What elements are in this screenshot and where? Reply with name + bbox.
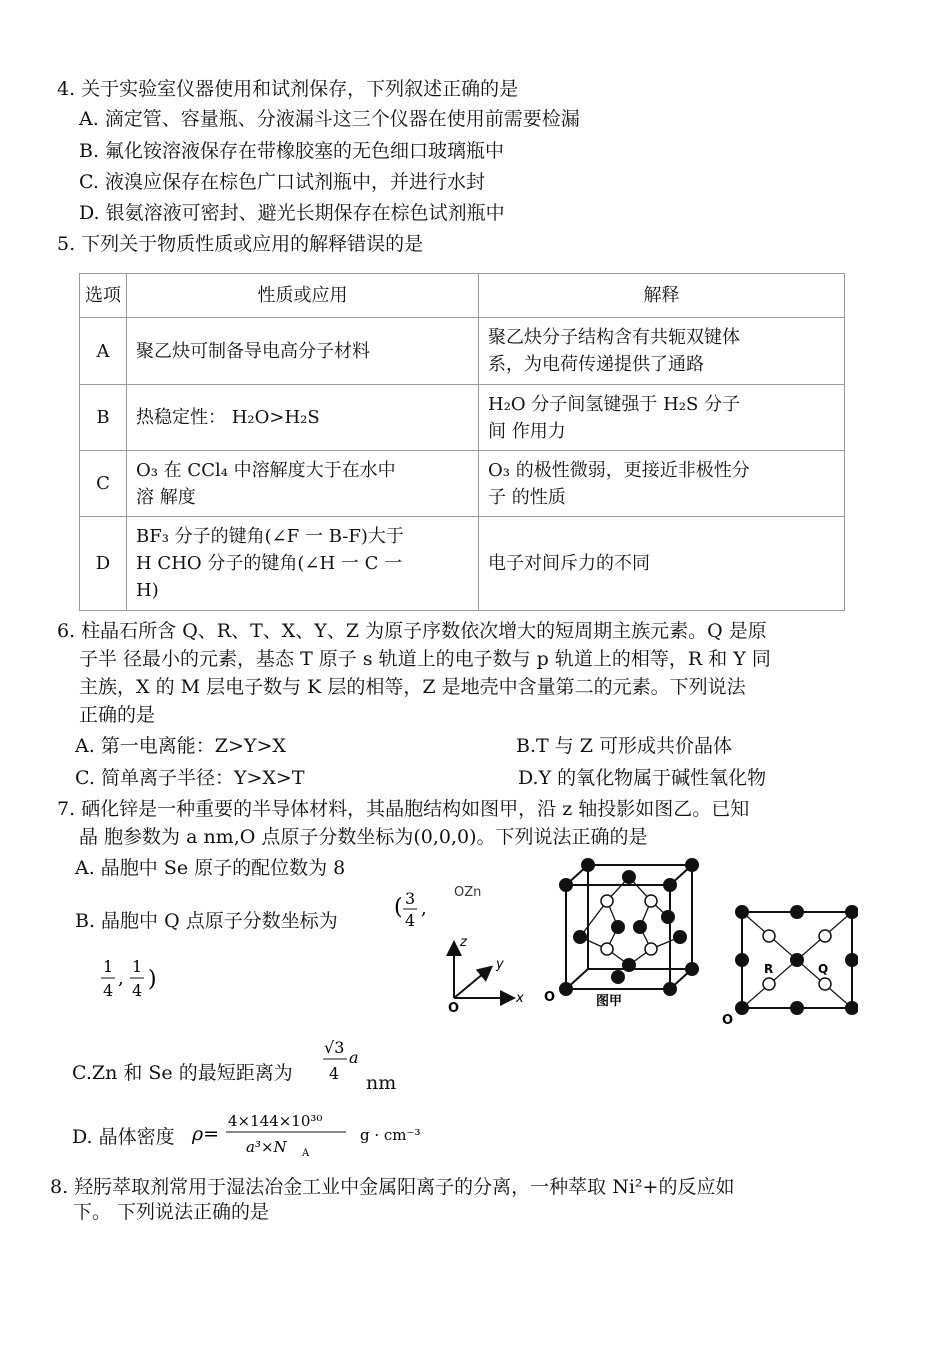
q6-stem-line: 子半 径最小的元素，基态 T 原子 s 轨道上的电子数与 p 轨道上的相等，R 和 Y 同 [79,648,771,670]
q7-option-b: B. 晶胞中 Q 点原子分数坐标为 [75,910,338,932]
row-property: 热稳定性： H₂O>H₂S [127,385,479,451]
row-property: BF₃ 分子的键角(∠F 一 B-F)大于 H CHO 分子的键角(∠H 一 C 一 H) [127,517,479,611]
projection-origin-label: O [722,1013,734,1028]
q8-stem-line: 下。 下列说法正确的是 [73,1201,270,1223]
fraction-denominator: 4 [103,981,114,1000]
fraction-denominator: 4 [132,981,143,1000]
row-option: D [80,517,127,611]
table-row [80,517,845,611]
q6-stem-line: 主族，X 的 M 层电子数与 K 层的相等，Z 是地壳中含量第二的元素。下列说法 [79,676,746,698]
q7-option-d-formula [190,1106,450,1163]
q4-option-b: B. 氟化铵溶液保存在带橡胶塞的无色细口玻璃瓶中 [79,140,505,162]
row-option: C [80,451,127,517]
density-denominator: a³×N [246,1138,287,1156]
row-explanation: O₃ 的极性微弱，更接近非极性分 子 的性质 [479,451,845,517]
row-option: B [80,385,127,451]
q7-option-d: D. 晶体密度 [72,1126,175,1148]
point-q-label: Q [818,962,829,976]
origin-label: O [448,1001,460,1013]
y-axis-label: y [496,957,504,972]
fraction-numerator: 1 [103,957,114,976]
axes-diagram [440,928,530,1018]
point-r-label: R [764,962,774,976]
header-explanation: 解释 [479,274,845,318]
table-row [80,385,845,451]
q4-option-d: D. 银氨溶液可密封、避光长期保存在棕色试剂瓶中 [79,202,505,224]
density-unit: g · cm⁻³ [360,1126,421,1144]
q7-option-a: A. 晶胞中 Se 原子的配位数为 8 [75,857,346,879]
density-symbol: ρ= [192,1123,220,1145]
cell-origin-label: O [544,990,556,1005]
q6-stem-line: 正确的是 [79,704,156,726]
avogadro-subscript: A [302,1148,310,1158]
q7-option-b-coords-cont [98,952,168,1013]
row-explanation: H₂O 分子间氢键强于 H₂S 分子 间 作用力 [479,385,845,451]
row-property: 聚乙炔可制备导电高分子材料 [127,318,479,385]
table-row [80,318,845,385]
header-option: 选项 [80,274,127,318]
q7-option-c-unit: nm [366,1072,397,1094]
q6-option-c: C. 简单离子半径：Y>X>T [75,767,305,789]
svg-text:): ) [148,967,157,992]
q4-stem: 4. 关于实验室仪器使用和试剂保存，下列叙述正确的是 [57,78,519,100]
row-property: O₃ 在 CCl₄ 中溶解度大于在水中 溶 解度 [127,451,479,517]
q5-table [79,273,845,611]
row-explanation: 电子对间斥力的不同 [479,517,845,611]
fraction-numerator: 1 [132,957,143,976]
table-header-row [80,274,845,318]
svg-text:,: , [118,968,124,989]
row-explanation: 聚乙炔分子结构含有共轭双键体 系，为电荷传递提供了通路 [479,318,845,385]
q6-stem-line: 6. 柱晶石所含 Q、R、T、X、Y、Z 为原子序数依次增大的短周期主族元素。Q 是原 [57,620,767,642]
cut-off-label: OZn [454,885,482,900]
fraction-numerator: 3 [405,889,416,908]
q7-stem-line: 晶 胞参数为 a nm,O 点原子分数坐标为(0,0,0)。下列说法正确的是 [79,826,648,848]
q7-option-c: C.Zn 和 Se 的最短距离为 [72,1062,293,1084]
q6-option-b: B.T 与 Z 可形成共价晶体 [516,735,732,757]
q4-option-c: C. 液溴应保存在棕色广口试剂瓶中，并进行水封 [79,171,485,193]
x-axis-label: x [516,991,524,1006]
q4-option-a: A. 滴定管、容量瓶、分液漏斗这三个仪器在使用前需要检漏 [79,108,580,130]
table-row [80,451,845,517]
q7-option-c-formula [320,1035,364,1092]
density-numerator: 4×144×10³⁰ [228,1112,323,1130]
fraction-denominator: 4 [405,911,416,930]
row-option: A [80,318,127,385]
q6-option-a: A. 第一电离能：Z>Y>X [75,735,286,757]
q7-stem-line: 7. 硒化锌是一种重要的半导体材料，其晶胞结构如图甲，沿 z 轴投影如图乙。已知 [57,798,750,820]
q8-stem-line: 8. 羟肟萃取剂常用于湿法冶金工业中金属阳离子的分离，一种萃取 Ni²+的反应如 [50,1176,735,1198]
q5-stem: 5. 下列关于物质性质或应用的解释错误的是 [57,233,424,255]
figure-jia-label: 图甲 [596,994,623,1009]
header-property: 性质或应用 [127,274,479,318]
fraction-denominator: 4 [329,1064,340,1083]
sqrt-numerator: √3 [324,1038,345,1057]
crystal-cell-figure [540,855,710,1020]
z-axis-label: z [460,935,467,950]
svg-text:,: , [421,898,427,919]
projection-figure [718,898,858,1033]
q6-option-d: D.Y 的氧化物属于碱性氧化物 [518,767,767,789]
svg-text:(: ( [394,895,403,920]
lattice-parameter: a [349,1048,359,1067]
